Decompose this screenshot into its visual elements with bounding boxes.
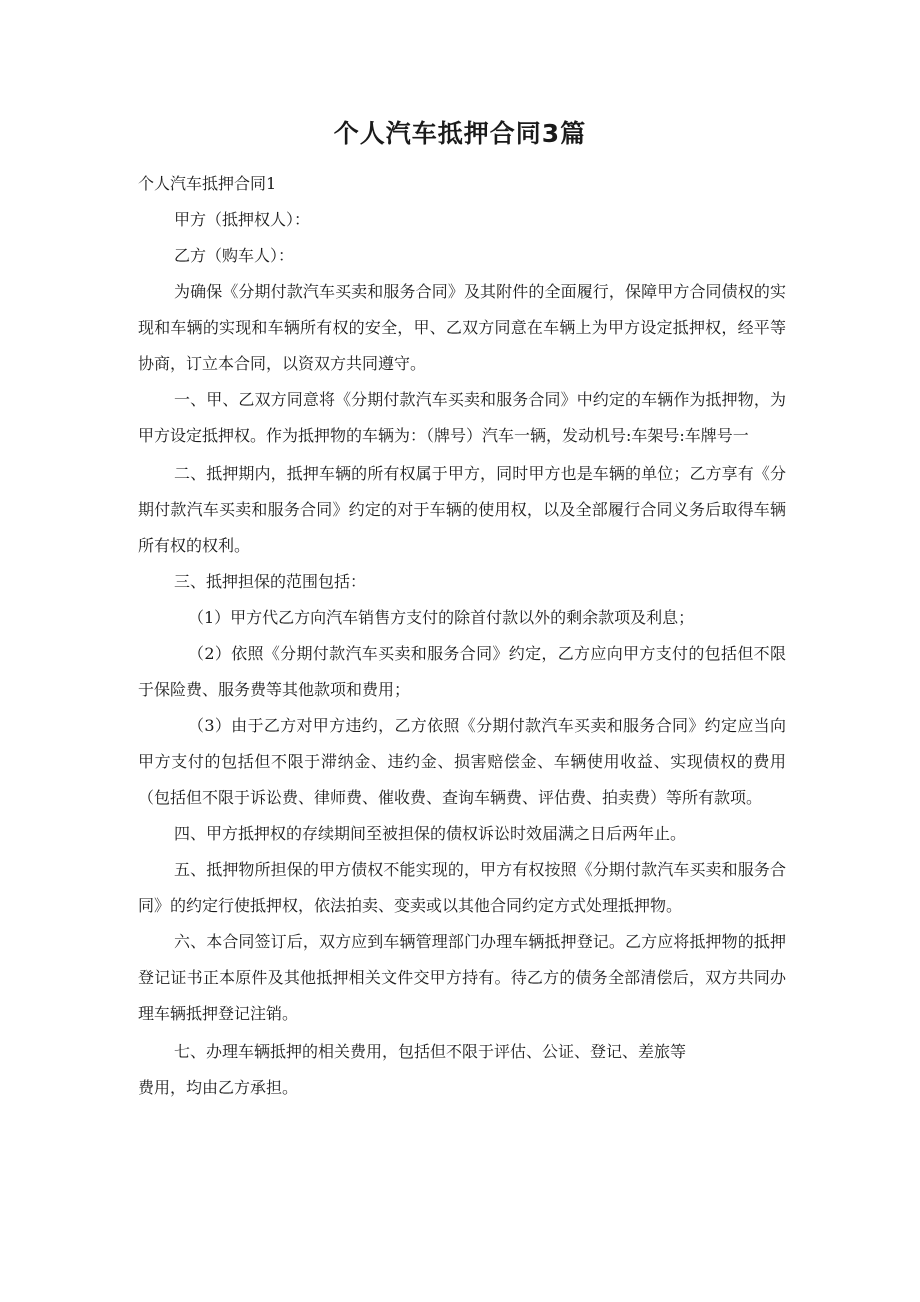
clause-7-line-1: 七、办理车辆抵押的相关费用，包括但不限于评估、公证、登记、差旅等: [174, 1042, 687, 1061]
contract-subtitle: 个人汽车抵押合同1: [138, 174, 277, 193]
clause-1: 一、甲、乙双方同意将《分期付款汽车买卖和服务合同》中约定的车辆作为抵押物，为甲方设定抵押权。作为抵押物的车辆为：（牌号）汽车一辆，发动机号:车架号:车牌号一: [138, 390, 786, 445]
document-body: [138, 166, 786, 1106]
clause-3-item-1: （1）甲方代乙方向汽车销售方支付的除首付款以外的剩余款项及利息；: [188, 608, 695, 627]
party-b-line: 乙方（购车人）：: [174, 246, 295, 265]
clause-6: 六、本合同签订后，双方应到车辆管理部门办理车辆抵押登记。乙方应将抵押物的抵押登记证书正本原件及其他抵押相关文件交甲方持有。待乙方的债务全部清偿后，双方共同办理车辆抵押登记注销。: [138, 932, 786, 1023]
clause-2: 二、抵押期内，抵押车辆的所有权属于甲方，同时甲方也是车辆的单位；乙方享有《分期付款汽车买卖和服务合同》约定的对于车辆的使用权，以及全部履行合同义务后取得车辆所有权的权利。: [138, 464, 786, 555]
clause-3: 三、抵押担保的范围包括：: [174, 572, 367, 591]
clause-5: 五、抵押物所担保的甲方债权不能实现的，甲方有权按照《分期付款汽车买卖和服务合同》的约定行使抵押权，依法拍卖、变卖或以其他合同约定方式处理抵押物。: [138, 860, 786, 915]
party-a-line: 甲方（抵押权人）：: [174, 210, 311, 229]
document-title: 个人汽车抵押合同3篇: [333, 119, 587, 148]
clause-3-item-2: （2）依照《分期付款汽车买卖和服务合同》约定，乙方应向甲方支付的包括但不限于保险费、服务费等其他款项和费用；: [138, 644, 786, 699]
clause-7-line-2: 费用，均由乙方承担。: [138, 1078, 299, 1097]
clause-3-item-3: （3）由于乙方对甲方违约，乙方依照《分期付款汽车买卖和服务合同》约定应当向甲方支付的包括但不限于滞纳金、违约金、损害赔偿金、车辆使用收益、实现债权的费用（包括但不限于诉讼费、律师费、催收费、查询车辆费、评估费、拍卖费）等所有款项。: [138, 716, 786, 807]
clause-4: 四、甲方抵押权的存续期间至被担保的债权诉讼时效届满之日后两年止。: [174, 824, 687, 843]
preamble-paragraph: 为确保《分期付款汽车买卖和服务合同》及其附件的全面履行，保障甲方合同债权的实现和车辆的实现和车辆所有权的安全，甲、乙双方同意在车辆上为甲方设定抵押权，经平等协商，订立本合同，以资双方共同遵守。: [138, 282, 786, 373]
